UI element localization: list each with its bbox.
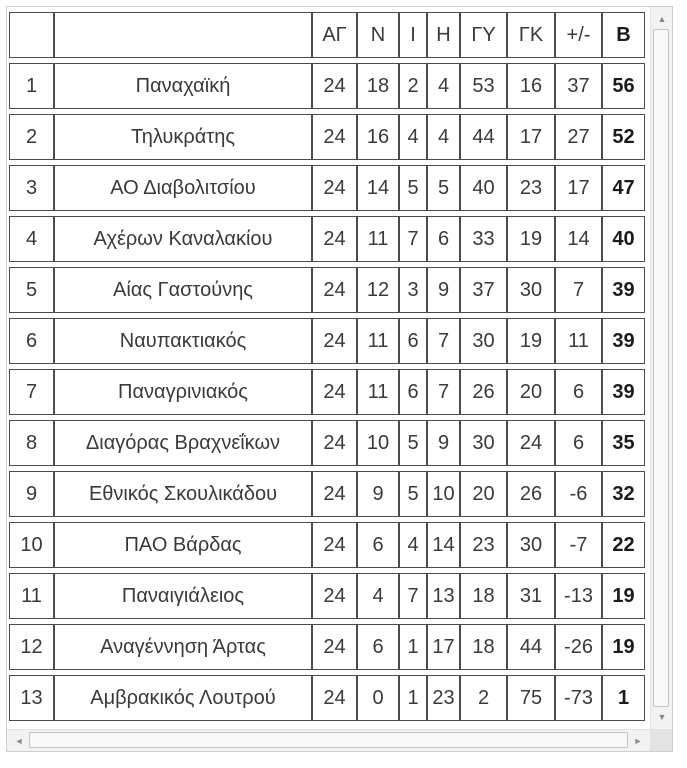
draws-cell: 7 [399,216,427,262]
goals-for-cell: 37 [460,267,507,313]
team-name-cell: Εθνικός Σκουλικάδου [54,471,312,517]
losses-cell: 9 [427,267,460,313]
rank-cell: 3 [9,165,54,211]
goal-diff-cell: 7 [555,267,602,313]
team-name-cell: Παναγρινιακός [54,369,312,415]
matches-cell: 24 [312,675,357,721]
points-cell: 22 [602,522,645,568]
team-name-cell: Αχέρων Καναλακίου [54,216,312,262]
vertical-scrollbar-thumb[interactable] [653,29,669,707]
goals-for-cell: 44 [460,114,507,160]
header-losses: Η [427,12,460,58]
draws-cell: 6 [399,369,427,415]
scroll-up-button[interactable] [651,9,673,29]
scroll-down-button[interactable] [651,707,673,727]
goal-diff-cell: 37 [555,63,602,109]
horizontal-scrollbar[interactable] [7,729,650,751]
team-name-cell: Ναυπακτιακός [54,318,312,364]
header-rank [9,12,54,58]
team-name-cell: Αναγέννηση Άρτας [54,624,312,670]
wins-cell: 11 [357,369,399,415]
table-row [9,573,645,619]
matches-cell: 24 [312,165,357,211]
wins-cell: 12 [357,267,399,313]
points-cell: 39 [602,318,645,364]
table-row [9,318,645,364]
losses-cell: 17 [427,624,460,670]
draws-cell: 5 [399,420,427,466]
wins-cell: 11 [357,216,399,262]
goals-for-cell: 30 [460,318,507,364]
wins-cell: 18 [357,63,399,109]
wins-cell: 6 [357,624,399,670]
team-name-cell: Αίας Γαστούνης [54,267,312,313]
points-cell: 52 [602,114,645,160]
left-arrow-icon: ◄ [14,735,24,746]
goals-for-cell: 2 [460,675,507,721]
goals-for-cell: 18 [460,624,507,670]
losses-cell: 4 [427,63,460,109]
table-row [9,624,645,670]
up-arrow-icon: ▲ [657,13,667,24]
rank-cell: 11 [9,573,54,619]
goal-diff-cell: -6 [555,471,602,517]
table-row [9,471,645,517]
losses-cell: 7 [427,318,460,364]
draws-cell: 3 [399,267,427,313]
goals-against-cell: 19 [507,318,555,364]
matches-cell: 24 [312,573,357,619]
rank-cell: 5 [9,267,54,313]
points-cell: 39 [602,267,645,313]
goals-for-cell: 20 [460,471,507,517]
team-name-cell: Παναχαϊκή [54,63,312,109]
wins-cell: 10 [357,420,399,466]
right-arrow-icon: ► [633,735,643,746]
goal-diff-cell: -73 [555,675,602,721]
losses-cell: 9 [427,420,460,466]
draws-cell: 6 [399,318,427,364]
points-cell: 35 [602,420,645,466]
goals-against-cell: 30 [507,267,555,313]
team-name-cell: ΠΑΟ Βάρδας [54,522,312,568]
goal-diff-cell: -13 [555,573,602,619]
matches-cell: 24 [312,624,357,670]
wins-cell: 0 [357,675,399,721]
draws-cell: 2 [399,63,427,109]
goals-for-cell: 53 [460,63,507,109]
goal-diff-cell: 14 [555,216,602,262]
rank-cell: 6 [9,318,54,364]
header-wins: Ν [357,12,399,58]
table-row [9,267,645,313]
matches-cell: 24 [312,216,357,262]
goals-against-cell: 17 [507,114,555,160]
goals-against-cell: 75 [507,675,555,721]
draws-cell: 1 [399,624,427,670]
goals-against-cell: 24 [507,420,555,466]
goal-diff-cell: 17 [555,165,602,211]
matches-cell: 24 [312,522,357,568]
matches-cell: 24 [312,471,357,517]
header-goals-against: ΓΚ [507,12,555,58]
team-name-cell: Αμβρακικός Λουτρού [54,675,312,721]
table-row [9,420,645,466]
header-points: Β [602,12,645,58]
goals-against-cell: 30 [507,522,555,568]
header-goal-diff: +/- [555,12,602,58]
goals-for-cell: 18 [460,573,507,619]
losses-cell: 5 [427,165,460,211]
wins-cell: 16 [357,114,399,160]
goal-diff-cell: 27 [555,114,602,160]
goals-for-cell: 40 [460,165,507,211]
header-draws: Ι [399,12,427,58]
standings-body [9,63,645,721]
rank-cell: 1 [9,63,54,109]
goals-against-cell: 44 [507,624,555,670]
points-cell: 39 [602,369,645,415]
table-row [9,216,645,262]
goals-for-cell: 23 [460,522,507,568]
goals-against-cell: 20 [507,369,555,415]
rank-cell: 12 [9,624,54,670]
goal-diff-cell: -26 [555,624,602,670]
rank-cell: 9 [9,471,54,517]
draws-cell: 7 [399,573,427,619]
goals-against-cell: 16 [507,63,555,109]
rank-cell: 13 [9,675,54,721]
points-cell: 47 [602,165,645,211]
goals-for-cell: 26 [460,369,507,415]
table-row [9,63,645,109]
down-arrow-icon: ▼ [657,711,667,722]
wins-cell: 4 [357,573,399,619]
goals-against-cell: 19 [507,216,555,262]
goals-against-cell: 26 [507,471,555,517]
draws-cell: 5 [399,471,427,517]
goals-for-cell: 30 [460,420,507,466]
draws-cell: 4 [399,522,427,568]
team-name-cell: ΑΟ Διαβολιτσίου [54,165,312,211]
table-row [9,675,645,721]
rank-cell: 4 [9,216,54,262]
header-matches: ΑΓ [312,12,357,58]
matches-cell: 24 [312,267,357,313]
goals-for-cell: 33 [460,216,507,262]
table-row [9,369,645,415]
draws-cell: 1 [399,675,427,721]
draws-cell: 4 [399,114,427,160]
matches-cell: 24 [312,369,357,415]
rank-cell: 7 [9,369,54,415]
header-team [54,12,312,58]
team-name-cell: Παναιγιάλειος [54,573,312,619]
losses-cell: 13 [427,573,460,619]
wins-cell: 14 [357,165,399,211]
goals-against-cell: 31 [507,573,555,619]
table-viewport [7,7,650,729]
points-cell: 56 [602,63,645,109]
vertical-scrollbar[interactable] [650,7,672,729]
matches-cell: 24 [312,420,357,466]
scrollbar-corner [650,729,672,751]
draws-cell: 5 [399,165,427,211]
scroll-right-button[interactable] [628,730,648,752]
goal-diff-cell: 11 [555,318,602,364]
losses-cell: 14 [427,522,460,568]
matches-cell: 24 [312,318,357,364]
scroll-left-button[interactable] [9,730,29,752]
matches-cell: 24 [312,63,357,109]
goal-diff-cell: 6 [555,420,602,466]
goals-against-cell: 23 [507,165,555,211]
standings-table [9,7,645,726]
table-row [9,522,645,568]
standings-widget [6,6,673,752]
rank-cell: 8 [9,420,54,466]
losses-cell: 6 [427,216,460,262]
rank-cell: 10 [9,522,54,568]
wins-cell: 6 [357,522,399,568]
points-cell: 19 [602,573,645,619]
points-cell: 19 [602,624,645,670]
table-row [9,114,645,160]
matches-cell: 24 [312,114,357,160]
rank-cell: 2 [9,114,54,160]
points-cell: 40 [602,216,645,262]
header-row [9,12,645,58]
goal-diff-cell: -7 [555,522,602,568]
losses-cell: 4 [427,114,460,160]
losses-cell: 23 [427,675,460,721]
points-cell: 1 [602,675,645,721]
header-goals-for: ΓΥ [460,12,507,58]
goal-diff-cell: 6 [555,369,602,415]
wins-cell: 11 [357,318,399,364]
losses-cell: 10 [427,471,460,517]
wins-cell: 9 [357,471,399,517]
points-cell: 32 [602,471,645,517]
losses-cell: 7 [427,369,460,415]
horizontal-scrollbar-thumb[interactable] [29,732,628,748]
table-row [9,165,645,211]
team-name-cell: Τηλυκράτης [54,114,312,160]
team-name-cell: Διαγόρας Βραχνεΐκων [54,420,312,466]
